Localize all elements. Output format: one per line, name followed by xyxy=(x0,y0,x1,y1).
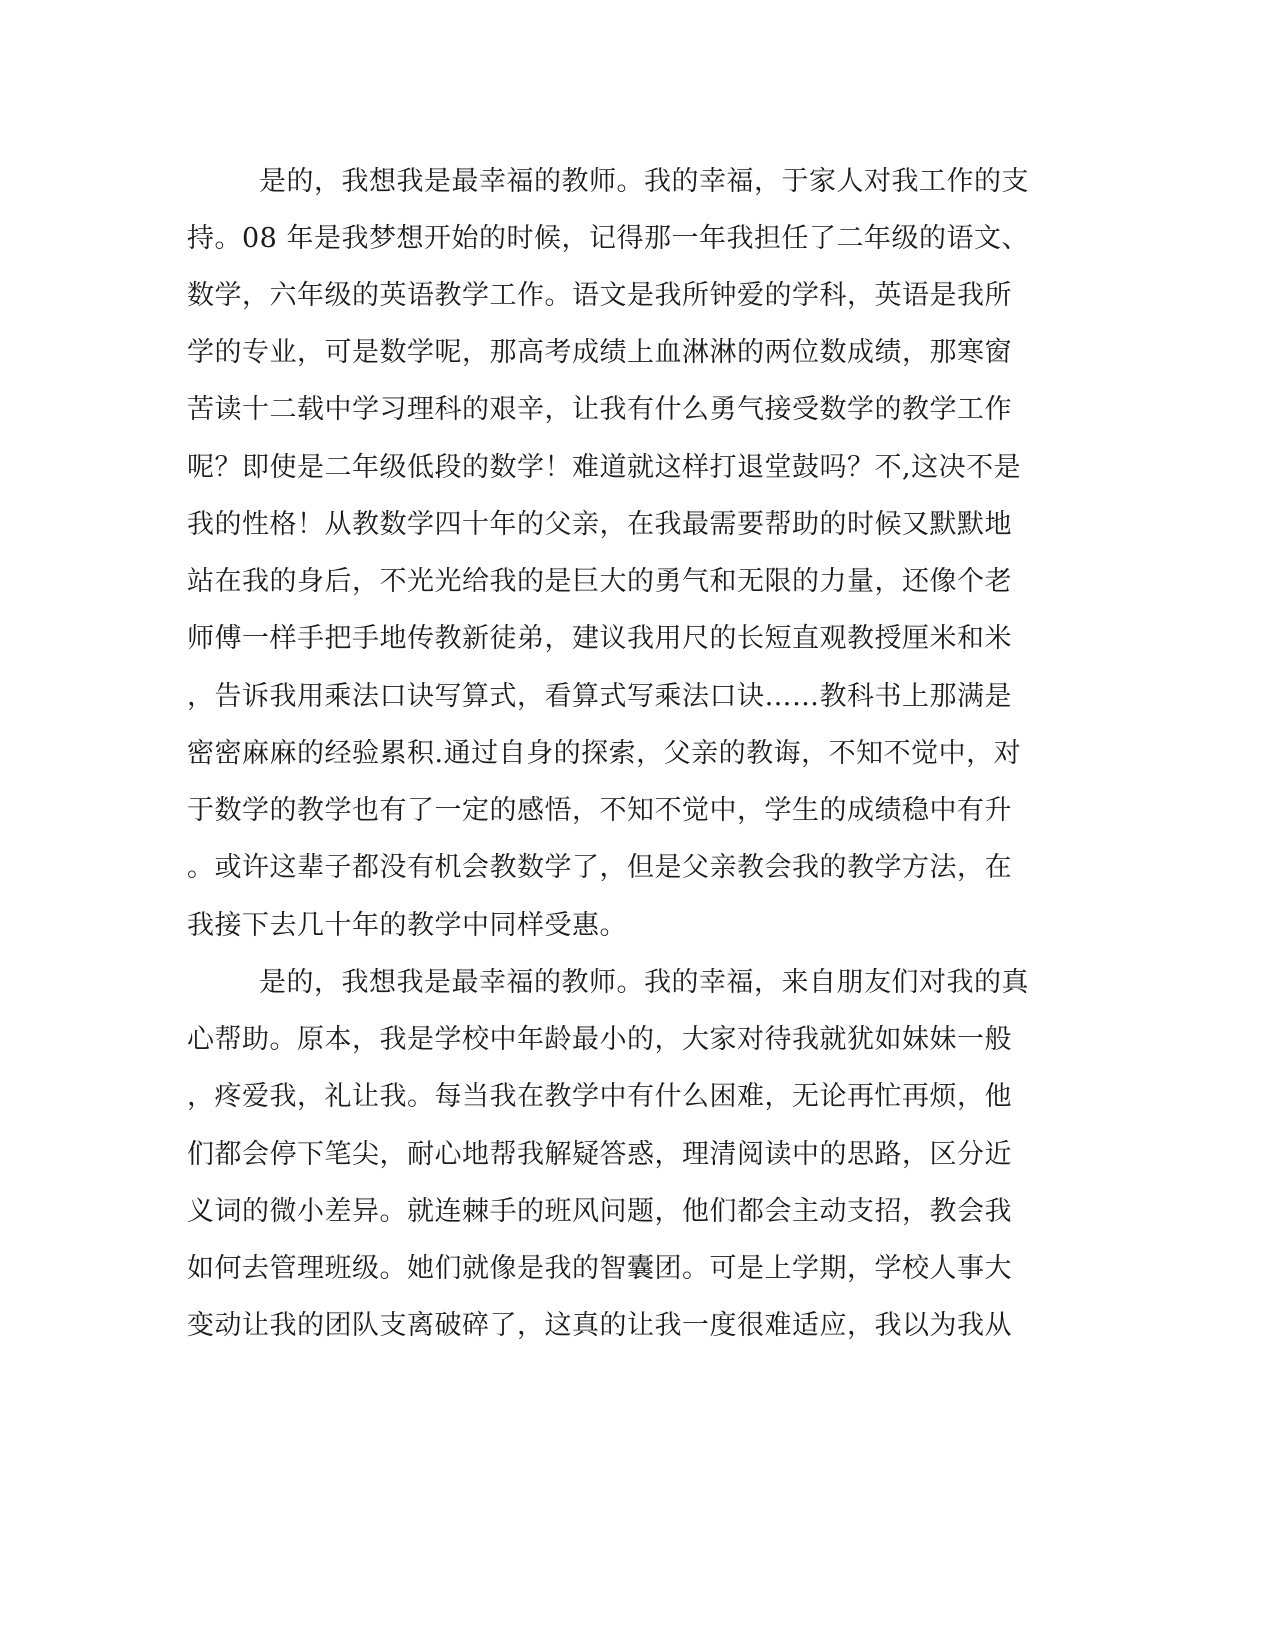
paragraph-2-line-4: 们都会停下笔尖，耐心地帮我解疑答惑，理清阅读中的思路，区分近 xyxy=(187,1139,1012,1170)
paragraph-1-line-10: ，告诉我用乘法口诀写算式，看算式写乘法口诀……教科书上那满是 xyxy=(187,681,1012,712)
paragraph-1-line-7: 我的性格！从教数学四十年的父亲，在我最需要帮助的时候又默默地 xyxy=(187,509,1012,540)
paragraph-1-line-3: 数学，六年级的英语教学工作。语文是我所钟爱的学科，英语是我所 xyxy=(187,280,1012,311)
paragraph-1-line-5: 苦读十二载中学习理科的艰辛，让我有什么勇气接受数学的教学工作 xyxy=(187,394,1012,425)
paragraph-1-line-12: 于数学的教学也有了一定的感悟，不知不觉中，学生的成绩稳中有升 xyxy=(187,795,1012,826)
paragraph-1-line-2: 持。08 年是我梦想开始的时候，记得那一年我担任了二年级的语文、 xyxy=(187,223,1029,254)
paragraph-1-line-14: 我接下去几十年的教学中同样受惠。 xyxy=(187,910,627,941)
paragraph-1-line-1: 是的，我想我是最幸福的教师。我的幸福，于家人对我工作的支 xyxy=(259,166,1029,197)
paragraph-2-line-7: 变动让我的团队支离破碎了，这真的让我一度很难适应，我以为我从 xyxy=(187,1310,1012,1341)
paragraph-2-line-3: ，疼爱我，礼让我。每当我在教学中有什么困难，无论再忙再烦，他 xyxy=(187,1081,1012,1112)
paragraph-2-line-6: 如何去管理班级。她们就像是我的智囊团。可是上学期，学校人事大 xyxy=(187,1253,1012,1284)
paragraph-1-line-6: 呢？即使是二年级低段的数学！难道就这样打退堂鼓吗？不,这决不是 xyxy=(187,452,1022,483)
paragraph-2-line-1: 是的，我想我是最幸福的教师。我的幸福，来自朋友们对我的真 xyxy=(259,967,1029,998)
paragraph-1-line-4: 学的专业，可是数学呢，那高考成绩上血淋淋的两位数成绩，那寒窗 xyxy=(187,337,1012,368)
paragraph-1-line-8: 站在我的身后，不光光给我的是巨大的勇气和无限的力量，还像个老 xyxy=(187,566,1012,597)
paragraph-1-line-11: 密密麻麻的经验累积.通过自身的探索，父亲的教诲，不知不觉中，对 xyxy=(187,738,1022,769)
paragraph-2-line-5: 义词的微小差异。就连棘手的班风问题，他们都会主动支招，教会我 xyxy=(187,1196,1012,1227)
paragraph-2-line-2: 心帮助。原本，我是学校中年龄最小的，大家对待我就犹如妹妹一般 xyxy=(187,1024,1012,1055)
paragraph-1-line-9: 师傅一样手把手地传教新徒弟，建议我用尺的长短直观教授厘米和米 xyxy=(187,623,1012,654)
paragraph-1-line-13: 。或许这辈子都没有机会教数学了，但是父亲教会我的教学方法，在 xyxy=(187,852,1012,883)
